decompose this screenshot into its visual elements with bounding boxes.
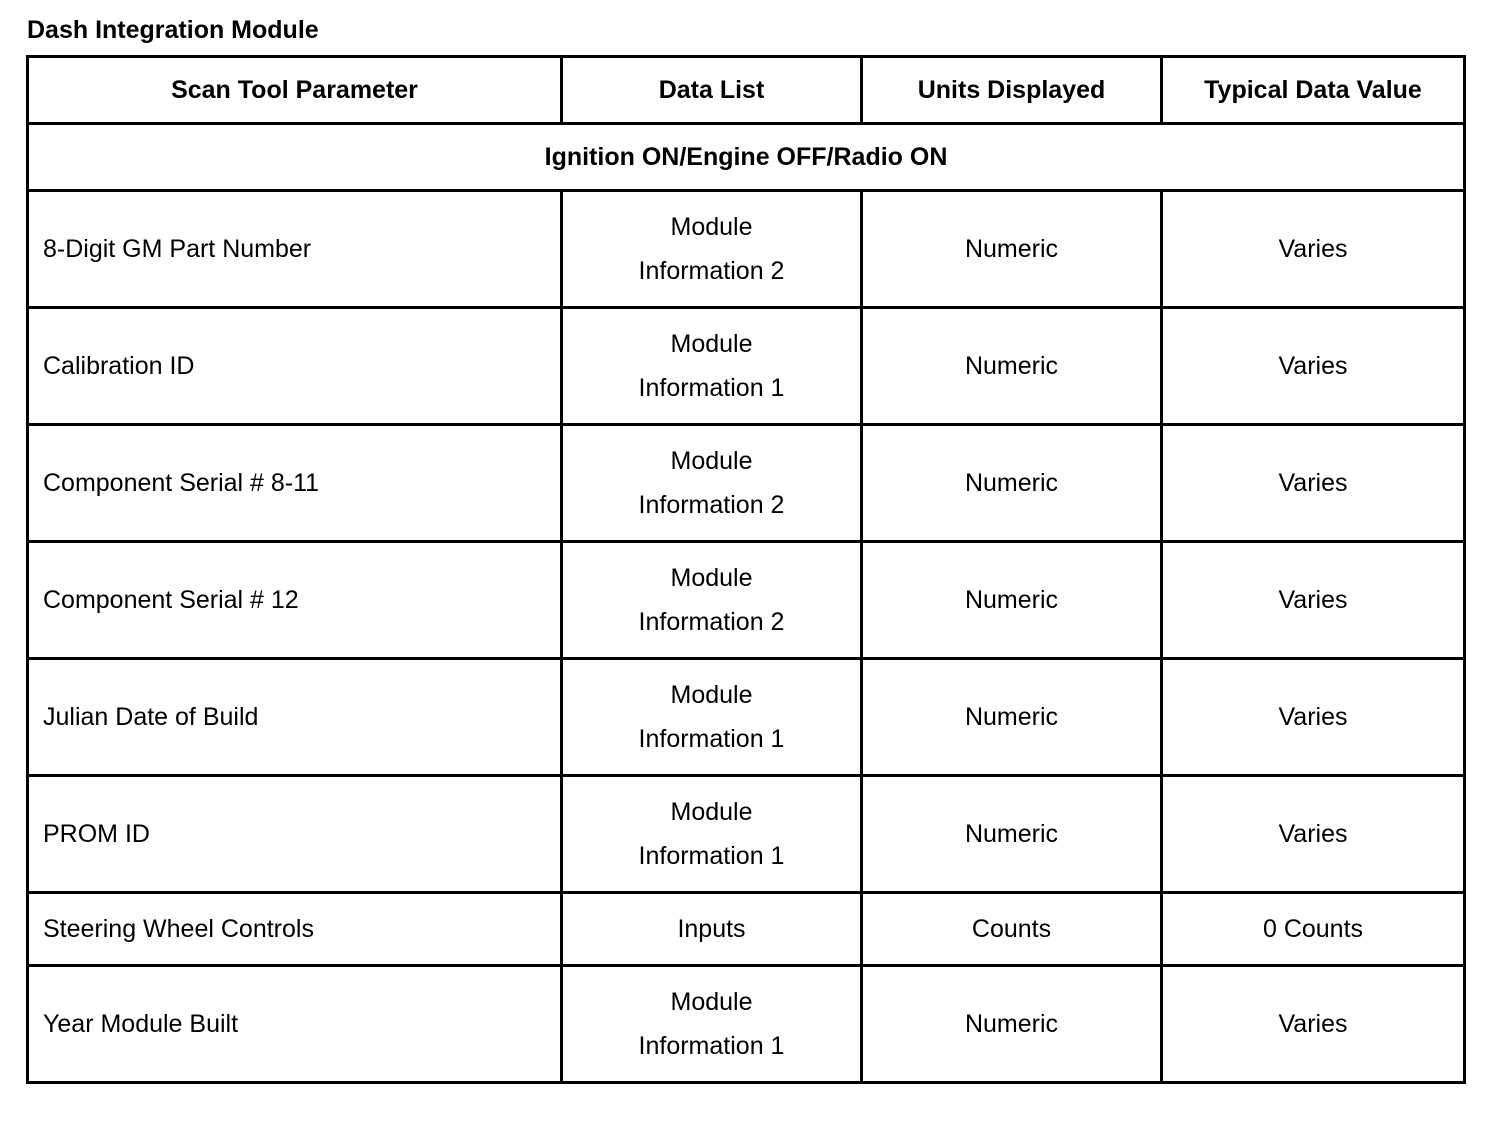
data-list-line: Information 1: [638, 1032, 785, 1060]
data-list-line: Module: [670, 447, 753, 475]
table-row: [28, 542, 1465, 659]
units-cell: Numeric: [862, 191, 1162, 308]
parameter-cell: Component Serial # 12: [28, 542, 562, 659]
parameter-cell: Steering Wheel Controls: [28, 893, 562, 966]
data-list-cell: [562, 308, 862, 425]
typical-value-cell: Varies: [1162, 966, 1465, 1083]
data-list-line: Module: [670, 564, 753, 592]
table-row: [28, 966, 1465, 1083]
table-row: [28, 776, 1465, 893]
data-list-cell: [562, 659, 862, 776]
data-list-line: Module: [670, 681, 753, 709]
units-cell: Counts: [862, 893, 1162, 966]
data-list-cell: [562, 191, 862, 308]
typical-value-cell: Varies: [1162, 659, 1465, 776]
typical-value-cell: Varies: [1162, 308, 1465, 425]
data-table: [26, 55, 1466, 1084]
data-list-line: Module: [670, 798, 753, 826]
parameter-cell: PROM ID: [28, 776, 562, 893]
units-cell: Numeric: [862, 966, 1162, 1083]
section-label: Ignition ON/Engine OFF/Radio ON: [28, 124, 1465, 191]
table-row: [28, 659, 1465, 776]
units-cell: Numeric: [862, 542, 1162, 659]
typical-value-cell: 0 Counts: [1162, 893, 1465, 966]
page-title: Dash Integration Module: [27, 16, 319, 44]
units-cell: Numeric: [862, 776, 1162, 893]
data-list-cell: [562, 425, 862, 542]
section-row: [28, 124, 1465, 191]
data-list-line: Information 2: [638, 608, 785, 636]
data-list-line: Module: [670, 213, 753, 241]
units-cell: Numeric: [862, 425, 1162, 542]
data-list-line: Module: [670, 330, 753, 358]
table-row: [28, 893, 1465, 966]
typical-value-cell: Varies: [1162, 776, 1465, 893]
data-list-line: Information 1: [638, 725, 785, 753]
data-list-line: Information 2: [638, 491, 785, 519]
parameter-cell: Julian Date of Build: [28, 659, 562, 776]
data-list-line: Inputs: [677, 915, 746, 943]
parameter-cell: Calibration ID: [28, 308, 562, 425]
header-data-list: Data List: [562, 57, 862, 124]
data-list-cell: [562, 966, 862, 1083]
units-cell: Numeric: [862, 308, 1162, 425]
typical-value-cell: Varies: [1162, 191, 1465, 308]
header-typical-data-value: Typical Data Value: [1162, 57, 1465, 124]
units-cell: Numeric: [862, 659, 1162, 776]
parameter-cell: Year Module Built: [28, 966, 562, 1083]
table-row: [28, 308, 1465, 425]
header-scan-tool-parameter: Scan Tool Parameter: [28, 57, 562, 124]
parameter-cell: Component Serial # 8-11: [28, 425, 562, 542]
data-list-line: Information 1: [638, 842, 785, 870]
data-list-cell: [562, 776, 862, 893]
data-list-line: Module: [670, 988, 753, 1016]
parameter-cell: 8-Digit GM Part Number: [28, 191, 562, 308]
data-list-cell: [562, 542, 862, 659]
table-row: [28, 191, 1465, 308]
data-list-line: Information 2: [638, 257, 785, 285]
data-list-cell: [562, 893, 862, 966]
typical-value-cell: Varies: [1162, 425, 1465, 542]
table-row: [28, 425, 1465, 542]
data-list-line: Information 1: [638, 374, 785, 402]
header-units-displayed: Units Displayed: [862, 57, 1162, 124]
typical-value-cell: Varies: [1162, 542, 1465, 659]
header-row: [28, 57, 1465, 124]
